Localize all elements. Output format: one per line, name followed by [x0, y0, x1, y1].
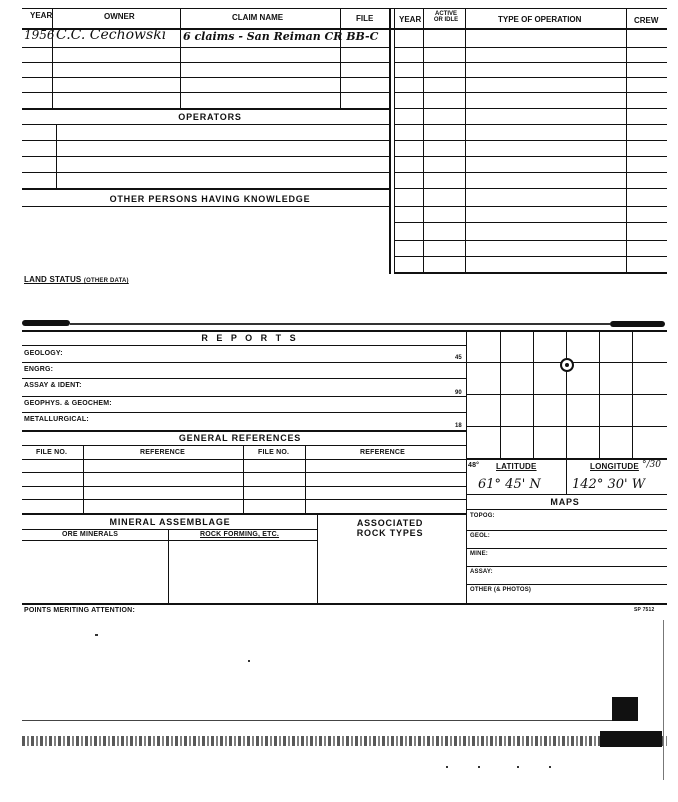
- mineral-assemblage-title: MINERAL ASSEMBLAGE: [109, 517, 231, 527]
- operators-title: OPERATORS: [178, 112, 242, 122]
- report-metallurgical: METALLURGICAL:: [24, 416, 89, 423]
- associated-rock-types: ASSOCIATED ROCK TYPES: [356, 518, 424, 538]
- longitude-value: 142° 30' W: [572, 477, 646, 492]
- col-reference: REFERENCE: [140, 449, 185, 456]
- report-geology-num: 45: [455, 355, 462, 361]
- header-owner: OWNER: [104, 12, 135, 21]
- col-reference-2: REFERENCE: [360, 449, 405, 456]
- report-geophys: GEOPHYS. & GEOCHEM:: [24, 400, 112, 407]
- latitude-value: 61° 45' N: [478, 477, 541, 492]
- entry-owner: C.C. Cechowski: [56, 27, 167, 43]
- header-crew: CREW: [634, 16, 659, 25]
- entry-claim-name: 6 claims - San Reiman CR BB-C: [183, 30, 379, 43]
- longitude-label: LONGITUDE: [590, 462, 639, 471]
- report-engrg: ENGRG:: [24, 366, 54, 373]
- header-year-right: YEAR: [399, 15, 422, 24]
- rock-forming-label: ROCK FORMING, ETC.: [200, 531, 280, 538]
- points-meriting-label: POINTS MERITING ATTENTION:: [24, 607, 135, 614]
- other-persons-title: OTHER PERSONS HAVING KNOWLEDGE: [109, 194, 311, 204]
- maps-assay: ASSAY:: [470, 569, 493, 575]
- location-marker-icon: [560, 358, 574, 372]
- longitude-mark: °/30: [642, 460, 661, 470]
- maps-mine: MINE:: [470, 551, 488, 557]
- corner-mark: 48°: [468, 462, 480, 469]
- report-geology: GEOLOGY:: [24, 350, 63, 357]
- entry-year: 1956: [24, 28, 55, 42]
- reports-title: R E P O R T S: [201, 333, 299, 343]
- maps-other: OTHER (& PHOTOS): [470, 587, 532, 593]
- maps-geol: GEOL:: [470, 533, 490, 539]
- ore-minerals-label: ORE MINERALS: [62, 531, 119, 538]
- col-file-no-2: FILE NO.: [258, 449, 290, 456]
- land-status-label: LAND STATUS (OTHER DATA): [24, 275, 129, 284]
- header-type-of-operation: TYPE OF OPERATION: [498, 15, 582, 24]
- header-claim-name: CLAIM NAME: [232, 13, 284, 22]
- col-file-no: FILE NO.: [36, 449, 68, 456]
- general-references-title: GENERAL REFERENCES: [178, 433, 302, 443]
- latitude-label: LATITUDE: [496, 462, 537, 471]
- report-metallurgical-num: 18: [455, 423, 462, 429]
- header-active-idle: ACTIVE OR IDLE: [433, 11, 459, 23]
- maps-topog: TOPOG:: [470, 513, 495, 519]
- header-file: FILE: [356, 14, 374, 23]
- report-assay: ASSAY & IDENT:: [24, 382, 82, 389]
- report-assay-num: 90: [455, 390, 462, 396]
- maps-title: MAPS: [550, 497, 580, 507]
- form-number: SP 7512: [634, 607, 655, 613]
- header-year: YEAR: [30, 11, 53, 20]
